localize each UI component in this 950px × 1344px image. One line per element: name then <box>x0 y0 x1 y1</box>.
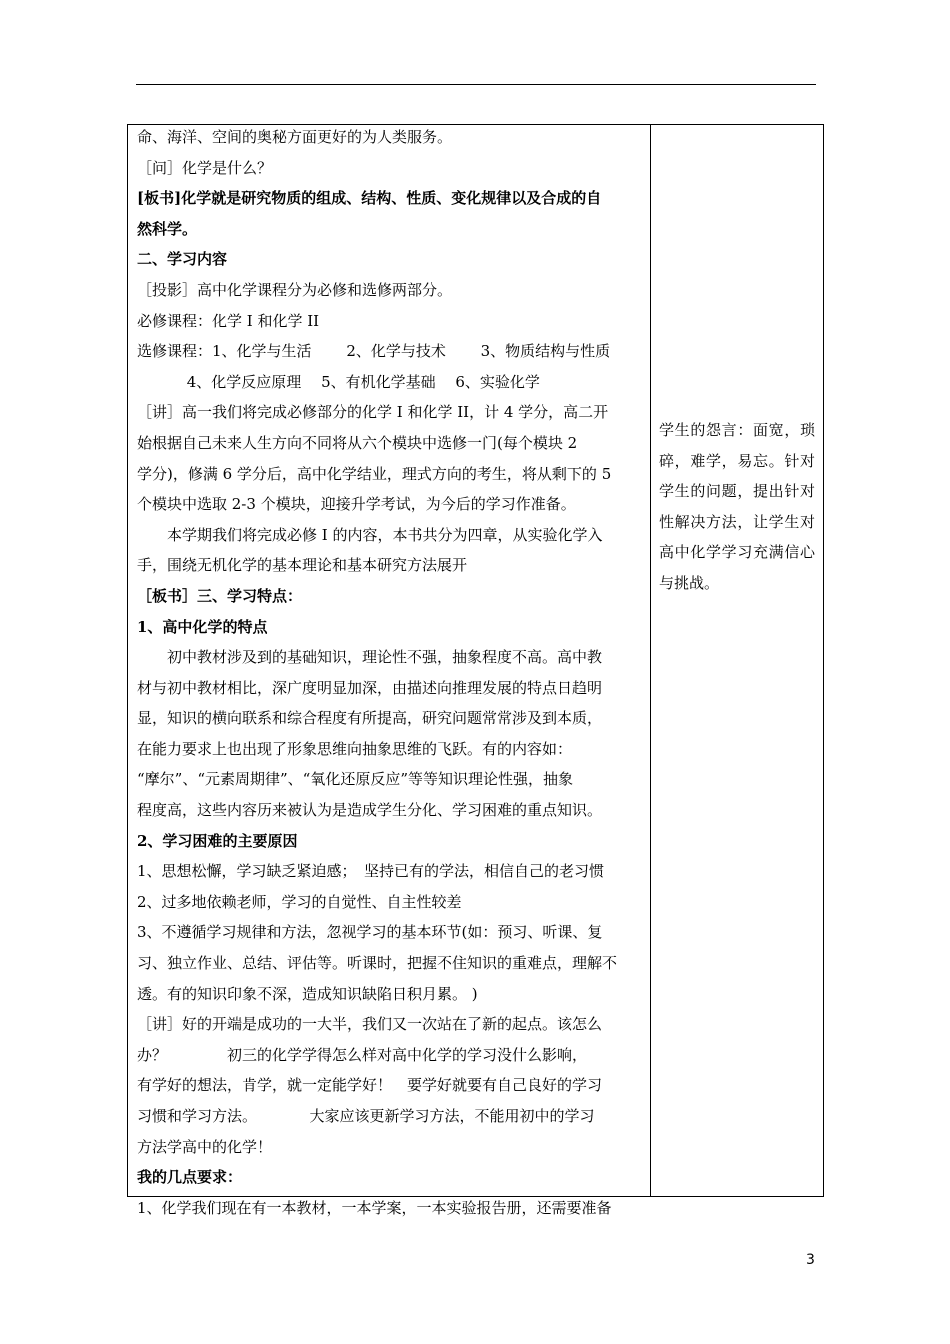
text-line: 方法学高中的化学！ <box>137 1137 273 1156</box>
text-line: 习惯和学习方法。 大家应该更新学习方法，不能用初中的学习 <box>137 1107 595 1125</box>
subsection-heading: 1、高中化学的特点 <box>137 617 268 636</box>
page-number: 3 <box>806 1252 815 1268</box>
text-line: 必修课程：化学 I 和化学 II <box>137 311 320 330</box>
text-line: ［讲］高一我们将完成必修部分的化学 I 和化学 II，计 4 学分，高二开 <box>137 403 609 422</box>
lesson-table <box>127 124 824 1217</box>
lesson-content-column <box>128 125 651 1217</box>
text-line: ［投影］高中化学课程分为必修和选修两部分。 <box>137 280 453 299</box>
section-heading: ［板书］三、学习特点： <box>137 586 303 605</box>
text-line: 透。有的知识印象不深，造成知识缺陷日积月累。 ) <box>137 984 478 1003</box>
text-line: 办？ 初三的化学学得怎么样对高中化学的学习没什么影响， <box>137 1045 588 1064</box>
text-line: ［讲］好的开端是成功的一大半，我们又一次站在了新的起点。该怎么 <box>137 1015 603 1034</box>
text-line: 2、过多地依赖老师，学习的自觉性、自主性较差 <box>137 892 462 911</box>
text-line: 有学好的想法，肯学，就一定能学好！ 要学好就要有自己良好的学习 <box>137 1076 603 1095</box>
text-line: [板书]化学就是研究物质的组成、结构、性质、变化规律以及合成的自 <box>137 189 602 208</box>
text-line: 初中教材涉及到的基础知识，理论性不强，抽象程度不高。高中教 <box>167 648 603 667</box>
text-line: 选修课程：1、化学与生活 2、化学与技术 3、物质结构与性质 <box>137 342 611 361</box>
text-line: ［问］化学是什么？ <box>137 158 273 177</box>
subsection-heading: 2、学习困难的主要原因 <box>137 831 298 850</box>
text-line: 然科学。 <box>137 219 198 238</box>
text-line: 手，围绕无机化学的基本理论和基本研究方法展开 <box>137 556 468 575</box>
text-line: 本学期我们将完成必修 I 的内容，本书共分为四章，从实验化学入 <box>167 525 603 544</box>
text-line: 显，知识的横向联系和综合程度有所提高，研究问题常常涉及到本质， <box>137 709 603 728</box>
text-line: 程度高，这些内容历来被认为是造成学生分化、学习困难的重点知识。 <box>137 801 603 820</box>
text-line: “摩尔”、“元素周期律”、“氧化还原反应”等等知识理论性强，抽象 <box>137 770 574 789</box>
side-note: 学生的怨言：面宽，琐碎，难学，易忘。针对学生的问题，提出针对性解决方法，让学生对高中化学学习充满信心与挑战。 <box>659 421 815 592</box>
text-line: 在能力要求上也出现了形象思维向抽象思维的飞跃。有的内容如： <box>137 739 573 758</box>
text-line: 4、化学反应原理 5、有机化学基础 6、实验化学 <box>137 372 540 391</box>
text-line: 1、化学我们现在有一本教材，一本学案，一本实验报告册，还需要准备 <box>137 1198 612 1217</box>
text-line: 学分)，修满 6 学分后，高中化学结业，理式方向的考生，将从剩下的 5 <box>137 464 612 483</box>
subsection-heading: 我的几点要求： <box>137 1168 243 1187</box>
text-line: 个模块中选取 2-3 个模块，迎接升学考试，为今后的学习作准备。 <box>137 495 576 514</box>
text-line: 1、思想松懈，学习缺乏紧迫感； 坚持已有的学法，相信自己的老习惯 <box>137 862 605 881</box>
text-line: 命、海洋、空间的奥秘方面更好的为人类服务。 <box>137 128 453 146</box>
text-line: 材与初中教材相比，深广度明显加深，由描述向推理发展的特点日趋明 <box>137 678 603 697</box>
notes-column <box>651 125 823 1196</box>
header-rule <box>136 84 816 85</box>
section-heading: 二、学习内容 <box>137 250 228 269</box>
text-line: 始根据自己未来人生方向不同将从六个模块中选修一门(每个模块 2 <box>137 433 578 452</box>
text-line: 3、不遵循学习规律和方法，忽视学习的基本环节(如：预习、听课、复 <box>137 923 603 942</box>
text-line: 习、独立作业、总结、评估等。听课时，把握不住知识的重难点，理解不 <box>137 954 618 973</box>
